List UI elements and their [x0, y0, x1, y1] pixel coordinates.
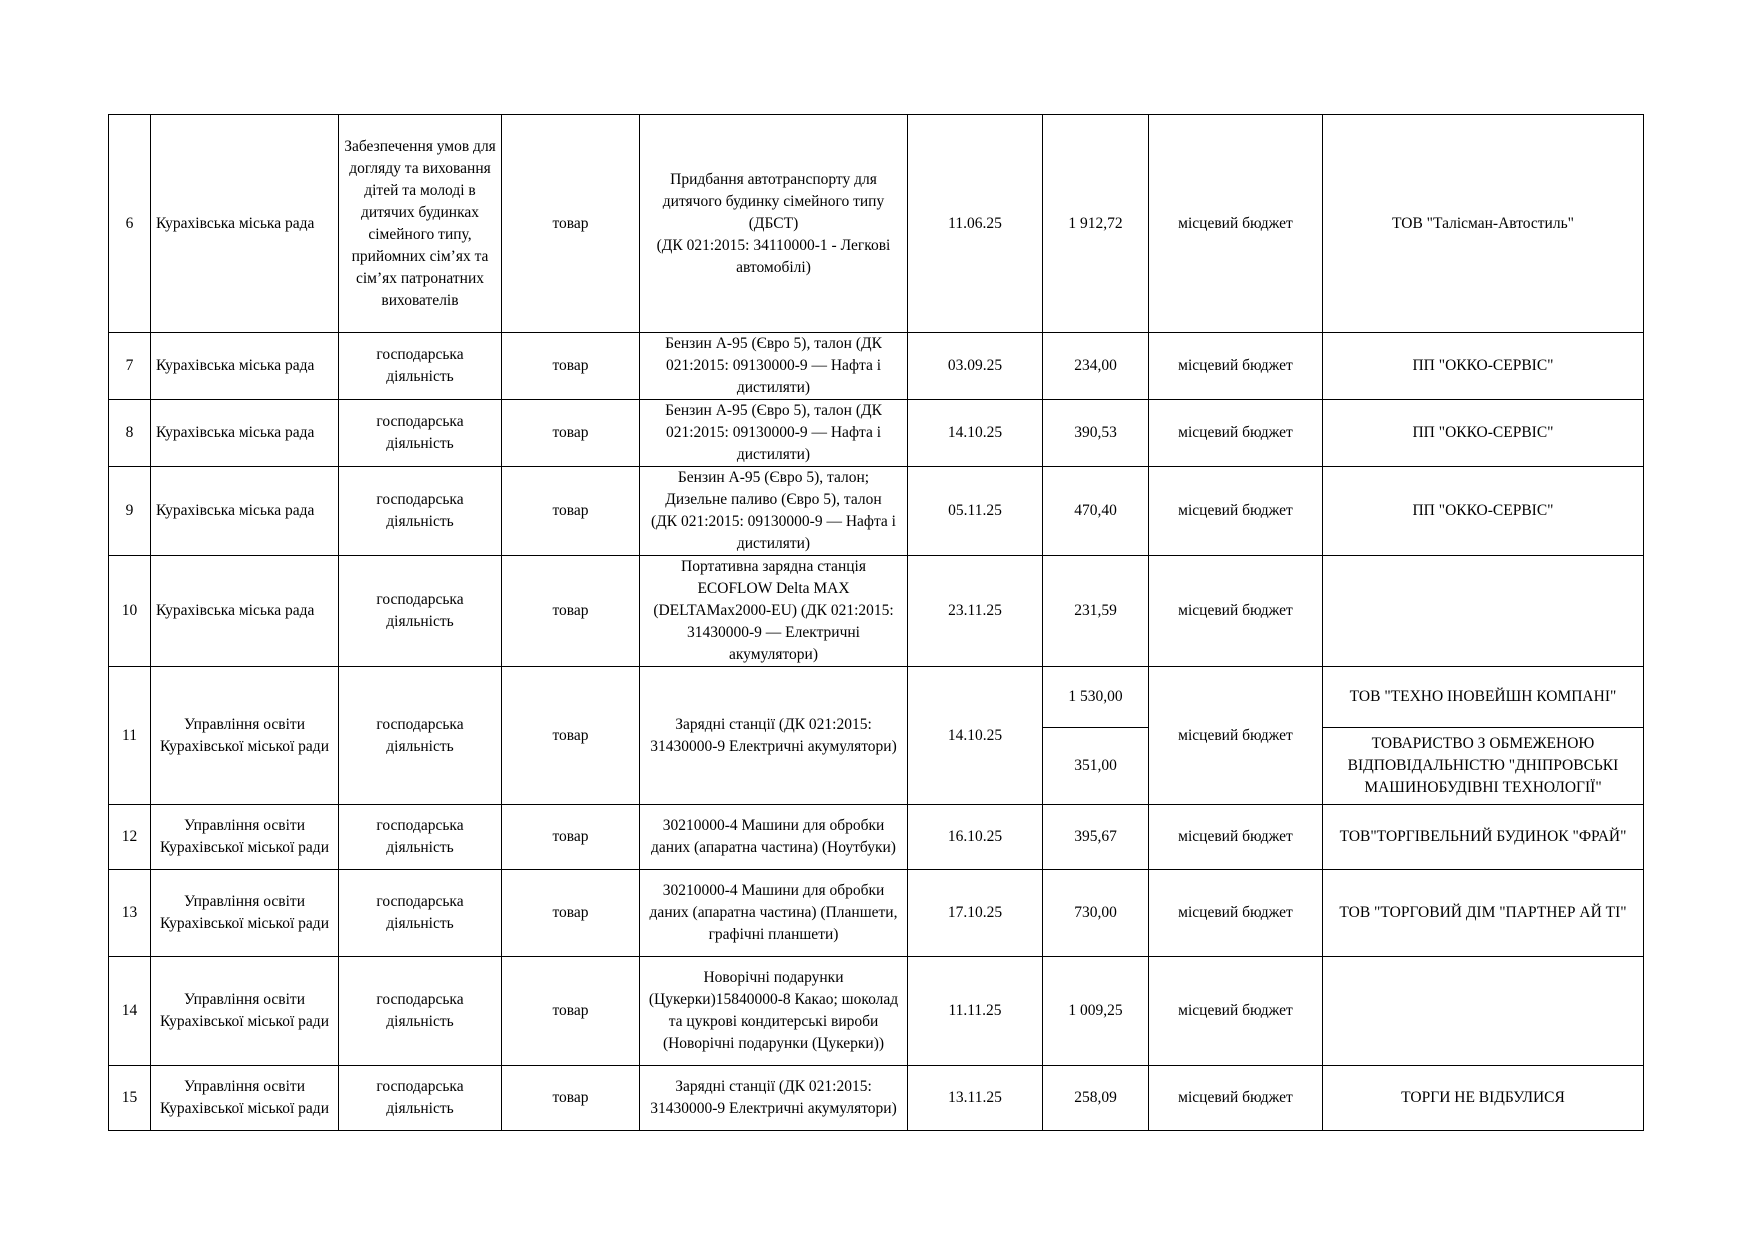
date: 11.06.25: [908, 115, 1043, 333]
organization: Управління освіти Курахівської міської ради: [151, 667, 339, 805]
date: 17.10.25: [908, 870, 1043, 957]
purpose: господарська діяльність: [339, 333, 502, 400]
funding-source: місцевий бюджет: [1149, 870, 1323, 957]
row-number: 13: [109, 870, 151, 957]
organization: Управління освіти Курахівської міської ради: [151, 805, 339, 870]
amount-secondary: 351,00: [1043, 728, 1149, 805]
date: 14.10.25: [908, 400, 1043, 467]
amount: 1 912,72: [1043, 115, 1149, 333]
table-row: [109, 667, 1644, 728]
item-type: товар: [502, 957, 640, 1066]
winner: ТОВ"ТОРГІВЕЛЬНИЙ БУДИНОК "ФРАЙ": [1323, 805, 1644, 870]
amount: 234,00: [1043, 333, 1149, 400]
purpose: господарська діяльність: [339, 667, 502, 805]
item-type: товар: [502, 115, 640, 333]
date: 03.09.25: [908, 333, 1043, 400]
date: 23.11.25: [908, 556, 1043, 667]
winner: [1323, 556, 1644, 667]
row-number: 8: [109, 400, 151, 467]
organization: Курахівська міська рада: [151, 333, 339, 400]
subject: Придбання автотранспорту для дитячого будинку сімейного типу (ДБСТ) (ДК 021:2015: 34110000-1 - Легкові автомобілі): [640, 115, 908, 333]
purpose: Забезпечення умов для догляду та виховання дітей та молоді в дитячих будинках сімейного типу, прийомних сім’ях та сім’ях патронатних вихователів: [339, 115, 502, 333]
winner: ТОВ "Талісман-Автостиль": [1323, 115, 1644, 333]
item-type: товар: [502, 467, 640, 556]
purpose: господарська діяльність: [339, 870, 502, 957]
winner: ТОВ "ТОРГОВИЙ ДІМ "ПАРТНЕР АЙ ТІ": [1323, 870, 1644, 957]
subject: Новорічні подарунки (Цукерки)15840000-8 Какао; шоколад та цукрові кондитерські вироби (Новорічні подарунки (Цукерки)): [640, 957, 908, 1066]
item-type: товар: [502, 556, 640, 667]
item-type: товар: [502, 667, 640, 805]
item-type: товар: [502, 1066, 640, 1131]
purpose: господарська діяльність: [339, 400, 502, 467]
funding-source: місцевий бюджет: [1149, 805, 1323, 870]
date: 14.10.25: [908, 667, 1043, 805]
table-row: [109, 556, 1644, 667]
winner-secondary: ТОВАРИСТВО З ОБМЕЖЕНОЮ ВІДПОВІДАЛЬНІСТЮ "ДНІПРОВСЬКІ МАШИНОБУДІВНІ ТЕХНОЛОГІЇ": [1323, 728, 1644, 805]
winner: ТОВ "ТЕХНО ІНОВЕЙШН КОМПАНІ": [1323, 667, 1644, 728]
date: 05.11.25: [908, 467, 1043, 556]
organization: Управління освіти Курахівської міської ради: [151, 870, 339, 957]
organization: Курахівська міська рада: [151, 400, 339, 467]
organization: Курахівська міська рада: [151, 556, 339, 667]
amount: 390,53: [1043, 400, 1149, 467]
item-type: товар: [502, 805, 640, 870]
organization: Управління освіти Курахівської міської ради: [151, 957, 339, 1066]
item-type: товар: [502, 400, 640, 467]
subject: Зарядні станції (ДК 021:2015: 31430000-9 Електричні акумулятори): [640, 1066, 908, 1131]
funding-source: місцевий бюджет: [1149, 957, 1323, 1066]
procurement-table: [108, 114, 1644, 1131]
subject: Бензин А-95 (Євро 5), талон (ДК 021:2015: 09130000-9 — Нафта і дистиляти): [640, 400, 908, 467]
winner: ПП "ОККО-СЕРВІС": [1323, 400, 1644, 467]
date: 16.10.25: [908, 805, 1043, 870]
row-number: 10: [109, 556, 151, 667]
subject: 30210000-4 Машини для обробки даних (апаратна частина) (Ноутбуки): [640, 805, 908, 870]
row-number: 14: [109, 957, 151, 1066]
table-row: [109, 1066, 1644, 1131]
table-row: [109, 400, 1644, 467]
row-number: 7: [109, 333, 151, 400]
funding-source: місцевий бюджет: [1149, 467, 1323, 556]
purpose: господарська діяльність: [339, 467, 502, 556]
organization: Курахівська міська рада: [151, 115, 339, 333]
winner: ПП "ОККО-СЕРВІС": [1323, 333, 1644, 400]
date: 11.11.25: [908, 957, 1043, 1066]
row-number: 12: [109, 805, 151, 870]
table-row: [109, 805, 1644, 870]
date: 13.11.25: [908, 1066, 1043, 1131]
amount: 1 009,25: [1043, 957, 1149, 1066]
table-row: [109, 957, 1644, 1066]
amount: 1 530,00: [1043, 667, 1149, 728]
table-row: [109, 333, 1644, 400]
item-type: товар: [502, 333, 640, 400]
amount: 258,09: [1043, 1066, 1149, 1131]
funding-source: місцевий бюджет: [1149, 1066, 1323, 1131]
row-number: 6: [109, 115, 151, 333]
funding-source: місцевий бюджет: [1149, 333, 1323, 400]
table-row: [109, 115, 1644, 333]
subject: Бензин А-95 (Євро 5), талон; Дизельне паливо (Євро 5), талон (ДК 021:2015: 09130000-9 — Нафта і дистиляти): [640, 467, 908, 556]
organization: Курахівська міська рада: [151, 467, 339, 556]
item-type: товар: [502, 870, 640, 957]
amount: 231,59: [1043, 556, 1149, 667]
subject: Зарядні станції (ДК 021:2015: 31430000-9 Електричні акумулятори): [640, 667, 908, 805]
table-row: [109, 870, 1644, 957]
winner: ПП "ОККО-СЕРВІС": [1323, 467, 1644, 556]
subject: Бензин А-95 (Євро 5), талон (ДК 021:2015: 09130000-9 — Нафта і дистиляти): [640, 333, 908, 400]
row-number: 11: [109, 667, 151, 805]
amount: 470,40: [1043, 467, 1149, 556]
purpose: господарська діяльність: [339, 556, 502, 667]
funding-source: місцевий бюджет: [1149, 667, 1323, 805]
winner: ТОРГИ НЕ ВІДБУЛИСЯ: [1323, 1066, 1644, 1131]
funding-source: місцевий бюджет: [1149, 115, 1323, 333]
subject: Портативна зарядна станція ECOFLOW Delta MAX (DELTAMax2000-EU) (ДК 021:2015: 31430000-9 — Електричні акумулятори): [640, 556, 908, 667]
table-row: [109, 467, 1644, 556]
funding-source: місцевий бюджет: [1149, 556, 1323, 667]
purpose: господарська діяльність: [339, 805, 502, 870]
row-number: 15: [109, 1066, 151, 1131]
purpose: господарська діяльність: [339, 1066, 502, 1131]
winner: [1323, 957, 1644, 1066]
row-number: 9: [109, 467, 151, 556]
amount: 730,00: [1043, 870, 1149, 957]
purpose: господарська діяльність: [339, 957, 502, 1066]
subject: 30210000-4 Машини для обробки даних (апаратна частина) (Планшети, графічні планшети): [640, 870, 908, 957]
amount: 395,67: [1043, 805, 1149, 870]
funding-source: місцевий бюджет: [1149, 400, 1323, 467]
organization: Управління освіти Курахівської міської ради: [151, 1066, 339, 1131]
